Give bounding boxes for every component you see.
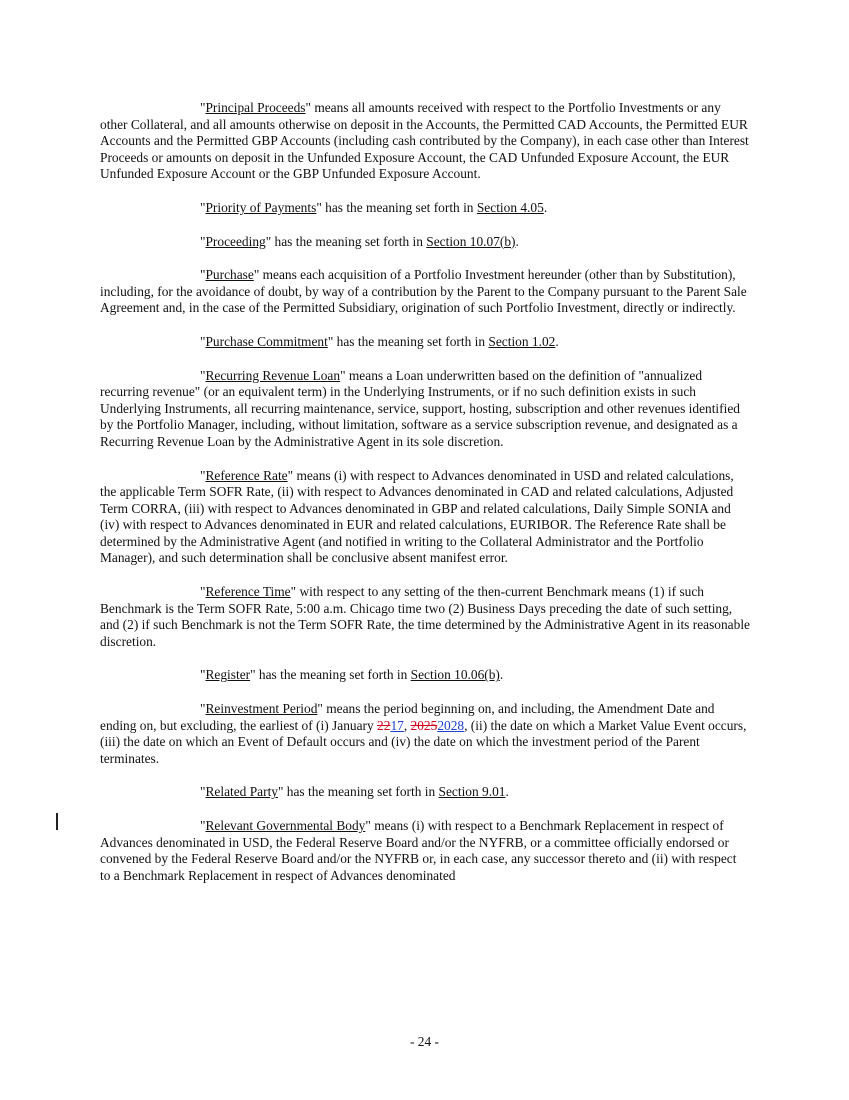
section-reference: Section 4.05 [476,199,544,215]
page-number: - 24 - [409,1034,439,1049]
defined-term: Reinvestment Period [205,701,318,717]
inserted-day: 17 [390,717,404,733]
revision-change-bar [56,813,58,830]
defined-term: Proceeding [205,233,266,249]
definition-purchase: "Purchase" means each acquisition of a Portfolio Investment hereunder (other than by Substitution), including, for the avoidance of doubt, by way of a contribution by the Parent to the Company pursuant to the Parent Sale Agreement and, in the case of the Permitted Subsidiary, origination of such Portfolio Investment, directly or indirectly. [100,267,747,316]
section-reference: Section 10.06(b) [410,667,500,683]
section-reference: Section 9.01 [438,784,506,800]
deleted-day: 22 [377,717,391,733]
definition-recurring-revenue-loan: "Recurring Revenue Loan" means a Loan underwritten based on the definition of "annualized recurring revenue" (or an equivalent term) in the Underlying Instruments, or if no such definition exists in such Underlying Instruments, all recurring maintenance, service, support, hosting, subscription and other revenues identified by the Portfolio Manager, including, without limitation, software as a service subscription revenue, and designated as a Recurring Revenue Loan by the Administrative Agent in its sole discretion. [100,367,740,449]
definition-relevant-governmental-body: "Relevant Governmental Body" means (i) with respect to a Benchmark Replacement in respect of Advances denominated in USD, the Federal Reserve Board and/or the NYFRB, or a committee officially endorsed or convened by the Federal Reserve Board and/or the NYFRB or, in each case, any successor thereto and (ii) with respect to a Benchmark Replacement in respect of Advances denominated [100,818,737,883]
definition-reference-rate: "Reference Rate" means (i) with respect to Advances denominated in USD and related calculations, the applicable Term SOFR Rate, (ii) with respect to Advances denominated in CAD and related calculations, Adjusted Term CORRA, (iii) with respect to Advances denominated in GBP and related calculations, Daily Simple SONIA and (iv) with respect to Advances denominated in EUR and related calculations, EURIBOR. The Reference Rate shall be determined by the Administrative Agent (and notified in writing to the Collateral Administrator and the Portfolio Manager), and such determination shall be conclusive absent manifest error. [100,467,734,566]
defined-term: Recurring Revenue Loan [205,367,341,383]
definition-purchase-commitment: "Purchase Commitment" has the meaning set forth in Section 1.02. [200,333,559,349]
definition-priority-of-payments: "Priority of Payments" has the meaning set forth in Section 4.05. [200,199,548,215]
deleted-year: 2025 [410,717,438,733]
defined-term: Principal Proceeds [205,100,306,115]
defined-term: Purchase Commitment [205,333,328,349]
defined-term: Purchase [205,267,254,283]
section-reference: Section 1.02 [488,333,556,349]
definition-reinvestment-period: "Reinvestment Period" means the period beginning on, and including, the Amendment Date and ending on, but excluding, the earliest of (i) January 2217, 20252028, (ii) the date on which a Market Value Event occurs, (iii) the date on which an Event of Default occurs and (iv) the date on which the investment period of the Parent terminates. [100,701,747,766]
defined-term: Priority of Payments [205,199,317,215]
definition-proceeding: "Proceeding" has the meaning set forth in Section 10.07(b). [200,233,519,249]
defined-term: Register [205,667,251,683]
definition-reference-time: "Reference Time" with respect to any setting of the then-current Benchmark means (1) if such Benchmark is the Term SOFR Rate, 5:00 a.m. Chicago time two (2) Business Days preceding the date of such setting, and (2) if such Benchmark is not the Term SOFR Rate, the time determined by the Administrative Agent in its reasonable discretion. [100,584,750,649]
definition-register: "Register" has the meaning set forth in Section 10.06(b). [200,667,504,683]
definition-related-party: "Related Party" has the meaning set forth in Section 9.01. [200,784,509,800]
definition-principal-proceeds: "Principal Proceeds" means all amounts received with respect to the Portfolio Investments or any other Collateral, and all amounts otherwise on deposit in the Accounts, the Permitted CAD Accounts, the Permitted EUR Accounts and the Permitted GBP Accounts (including cash contributed by the Company), in each case other than Interest Proceeds or amounts on deposit in the Unfunded Exposure Account, the CAD Unfunded Exposure Account, the EUR Unfunded Exposure Account or the GBP Unfunded Exposure Account. [100,100,749,182]
defined-term: Relevant Governmental Body [205,818,366,833]
section-reference: Section 10.07(b) [426,233,516,249]
document-page [100,100,750,901]
defined-term: Reference Rate [205,467,288,483]
defined-term: Reference Time [205,584,291,600]
defined-term: Related Party [205,784,278,800]
inserted-year: 2028 [437,717,465,733]
